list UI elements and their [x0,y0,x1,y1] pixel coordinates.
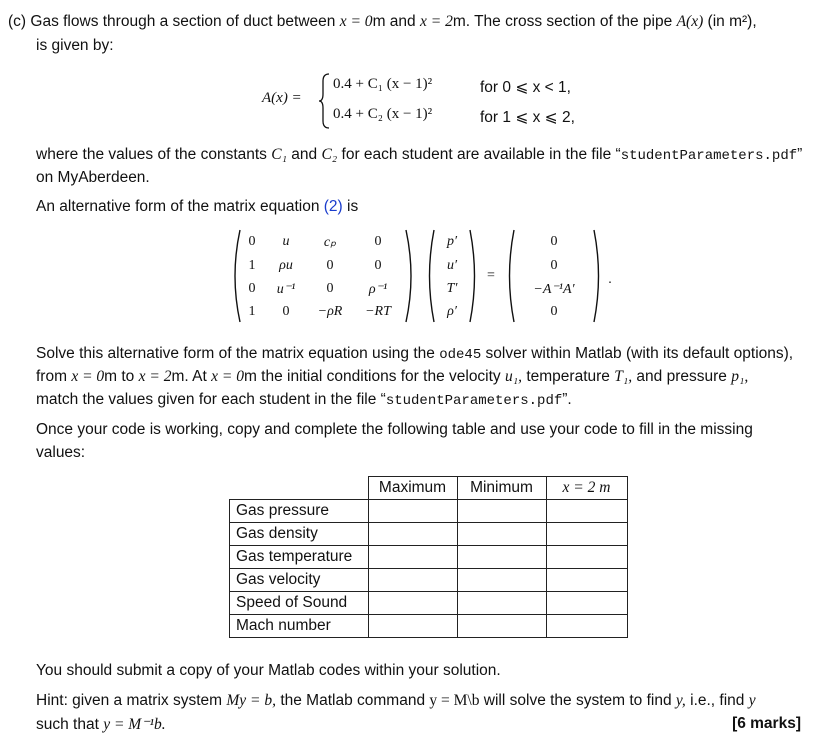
solve-text: Solve this alternative form of the matrix equation using the [36,345,435,362]
row-label: Gas temperature [230,546,369,569]
intro-text: Gas flows through a section of duct between [30,13,336,30]
area-symbol: A(x) [676,13,704,30]
table-cell[interactable] [457,523,546,546]
unknown-entry: p′ [446,234,458,249]
hint-line-2 [36,715,166,734]
table-row [230,592,628,615]
header-maximum: Maximum [368,477,457,500]
header-x2: x = 2 m [546,477,627,500]
rhs-entry: −A⁻¹A′ [533,282,575,297]
hint-solution: y = M⁻¹b. [103,716,166,733]
vector-left-paren [424,228,436,324]
area-units: (in m²), [707,13,757,30]
table-cell[interactable] [368,546,457,569]
table-intro-line-1: Once your code is working, copy and complete the following table and use your code to fill in the missing [36,421,753,438]
equation-ref-link[interactable]: (2) [323,198,343,215]
rhs-left-paren [504,228,516,324]
part-label: (c) [8,13,27,30]
solve-at: m. At [171,368,207,385]
table-row [230,523,628,546]
and-text: and [291,146,318,163]
piecewise-row1-cond: for 0 ⩽ x < 1, [480,79,571,96]
vector-right-paren [468,228,480,324]
piecewise-row1-expr: 0.4 + C₁ (x − 1)² [333,76,433,92]
matrix-left-paren [228,228,242,324]
matrix-cell: ρ⁻¹ [368,282,388,297]
solve-initial: m the initial conditions for the velocity [243,368,501,385]
hint-such-that: such that [36,716,99,733]
table-cell[interactable] [546,615,627,638]
solve-pressure: and pressure [636,368,727,385]
results-table [229,476,628,638]
unknown-entry: ρ′ [447,304,457,319]
hint-y: y, [675,692,686,709]
alt-form-tail: is [347,198,359,215]
matrix-cell: 0 [374,234,382,249]
table-cell[interactable] [546,546,627,569]
row-label: Gas density [230,523,369,546]
unknown-entry: u′ [446,258,458,273]
table-cell[interactable] [368,592,457,615]
solve-text-b: solver within Matlab (with its default options), [485,345,794,362]
unknown-entry: T′ [446,281,458,296]
solve-x0-again: x = 0 [211,368,244,385]
symbol-t1: T₁, [614,368,633,385]
matrix-right-paren [404,228,418,324]
submit-line: You should submit a copy of your Matlab codes within your solution. [36,662,501,679]
matrix-cell: 0 [248,281,256,296]
table-cell[interactable] [368,500,457,523]
hint-text: Hint: given a matrix system [36,692,223,709]
table-cell[interactable] [546,569,627,592]
hint-line-1 [36,692,756,710]
table-cell[interactable] [457,569,546,592]
rhs-entry: 0 [550,304,558,319]
matrix-cell: 1 [248,304,256,319]
equals-sign: = [487,268,495,283]
solve-x2: x = 2 [138,368,172,385]
solve-line-3 [36,391,572,409]
file-name: studentParameters.pdf [385,393,563,409]
table-cell[interactable] [368,523,457,546]
intro-tail: m. The cross section of the pipe [452,13,673,30]
solve-from: from [36,368,67,385]
solve-match: match the values given for each student in the file “ [36,391,386,408]
hint-equation: My = b, [226,692,277,709]
matrix-cell: 0 [248,234,256,249]
piecewise-lhs: A(x) = [262,90,302,106]
left-brace [318,72,332,130]
matrix-cell: 0 [374,258,382,273]
solver-name: ode45 [439,347,482,363]
table-header-row [230,477,628,500]
table-intro-line-2: values: [36,444,86,461]
solve-line-1 [36,345,793,363]
file-name: studentParameters.pdf [620,148,798,164]
matrix-cell: 0 [326,258,334,273]
row-label: Speed of Sound [230,592,369,615]
solve-temperature: temperature [526,368,610,385]
marks-label: [6 marks] [732,715,801,732]
table-cell[interactable] [546,500,627,523]
matrix-cell: −ρR [317,304,343,319]
matrix-cell: ρu [279,258,293,273]
table-cell[interactable] [368,615,457,638]
hint-command-text: the Matlab command [280,692,426,709]
table-cell[interactable] [368,569,457,592]
header-blank [230,477,369,500]
rhs-entry: 0 [550,258,558,273]
table-row [230,500,628,523]
hint-command: y = M\b [429,692,480,709]
header-minimum: Minimum [457,477,546,500]
intro-line-2: is given by: [36,37,114,54]
solve-to: m to [104,368,135,385]
piecewise-row2-expr: 0.4 + C₂ (x − 1)² [333,106,433,122]
rhs-right-paren [592,228,604,324]
row-label: Mach number [230,615,369,638]
alt-form-line [36,198,358,216]
matrix-cell: u⁻¹ [276,282,296,297]
and-word: and [389,13,416,30]
matrix-cell: 0 [282,304,290,319]
table-cell[interactable] [457,500,546,523]
solve-close: ”. [562,391,572,408]
unit: m [372,13,386,30]
table-row [230,546,628,569]
constants-text: where the values of the constants [36,146,267,163]
piecewise-row2-cond: for 1 ⩽ x ⩽ 2, [480,109,575,126]
table-row [230,615,628,638]
matrix-cell: u [282,234,290,249]
matrix-cell: cₚ [323,235,337,250]
table-cell[interactable] [546,592,627,615]
constants-line-1 [36,146,802,164]
constants-text-b: for each student are available in the file “ [341,146,621,163]
row-label: Gas velocity [230,569,369,592]
table-cell[interactable] [546,523,627,546]
x-start: x = 0 [339,13,373,30]
row-label: Gas pressure [230,500,369,523]
table-cell[interactable] [457,546,546,569]
solve-line-2 [36,368,748,386]
matrix-cell: −RT [365,304,391,319]
table-cell[interactable] [457,592,546,615]
matrix-cell: 0 [326,281,334,296]
equation-period: . [608,272,612,287]
close-quote: ” [797,146,803,163]
alt-form-text: An alternative form of the matrix equation [36,198,320,215]
solve-x0: x = 0 [71,368,105,385]
symbol-p1: p₁, [731,368,749,385]
constants-line-2: on MyAberdeen. [36,169,150,186]
intro-line-1 [8,13,757,31]
x-end: x = 2 [419,13,453,30]
constant-c2: C₂ [321,146,338,163]
hint-solve-text: will solve the system to find [483,692,672,709]
rhs-entry: 0 [550,234,558,249]
table-cell[interactable] [457,615,546,638]
hint-y2: y [748,692,756,709]
constant-c1: C₁ [271,146,287,163]
matrix-cell: 1 [248,258,256,273]
symbol-u1: u₁, [505,368,523,385]
hint-ie: i.e., find [690,692,745,709]
table-row [230,569,628,592]
